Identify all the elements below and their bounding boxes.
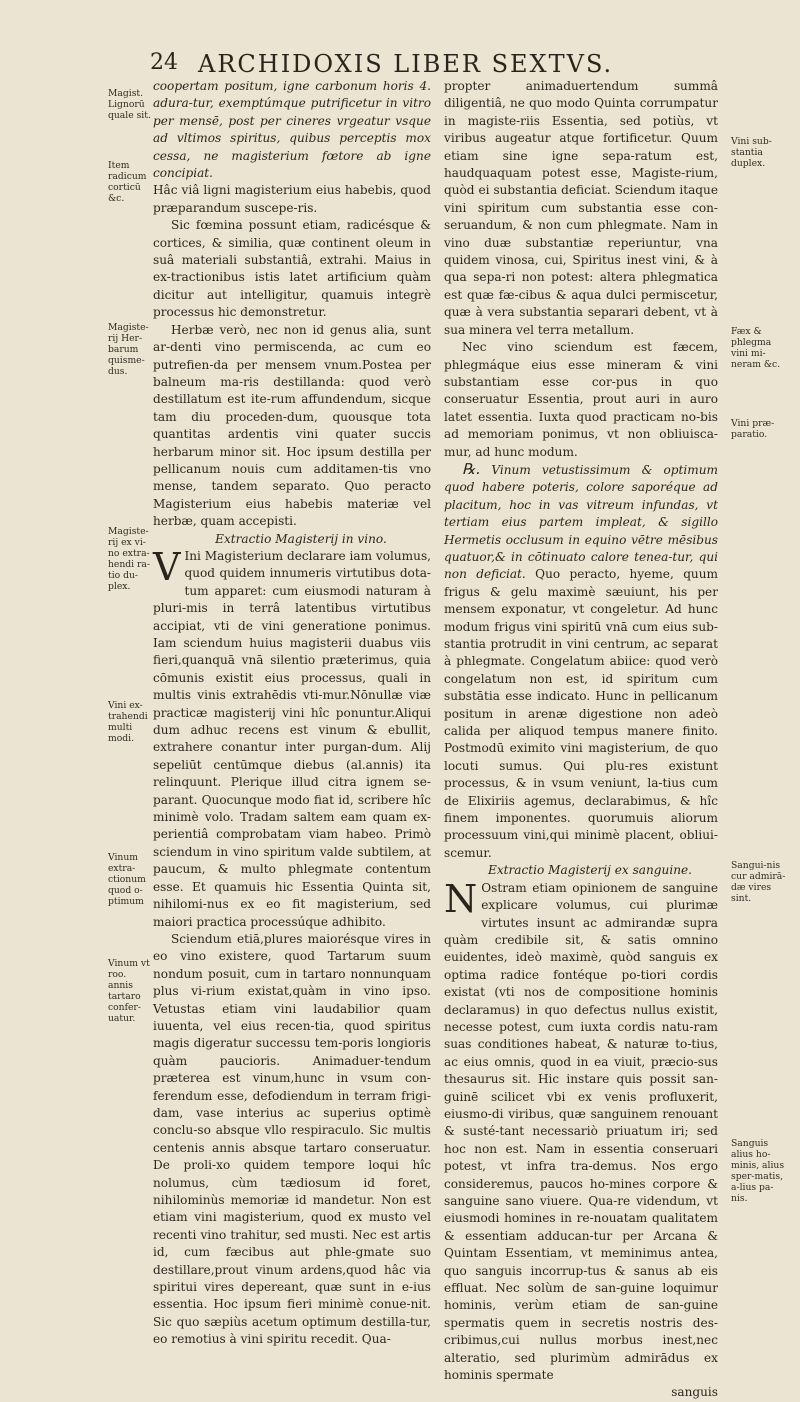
margin-note-left-3: Magiste-rij Her-barum quisme-dus. xyxy=(108,322,149,377)
left-paragraph-4-text: Ini Magisterium declarare iam volumus, quod quidem innumeris virtutibus dota-tum apparet: cum eiusmodi naturam à pluri-mis in terrâ latentibus virtutibus accipiat, vti de vini generatione ponimus. Iam sciendum huius magisterii duabus viis fieri,quanquā vnā silentio præterimus, quia cōmunis existit eius processus, quali in multis vinis extrahēdis vti-mur.Nōnullæ viæ practicæ magisterij vini hîc ponuntur.Aliqui dum adhuc recens est vinum & ebullit, extrahere conantur inter purgan-dum. Alij sepeliūt centūmque diebus (al.annis) ita relinquunt. Plerique illud citra ignem se-parant. Quocunque modo fiat id, scribere hîc minimè volo. Tradam saltem eam quam ex-perientiâ comprobatam viam habeo. Primò sciendum in vino spiritum valde subtilem, at paucum, & multo phlegmate contentum esse. Et quamuis hic Essentia Quinta sit, nihilomi-nus ex eo fit magisterium, sed maiori practica processúque adhibito. xyxy=(153,548,431,929)
page-number: 24 xyxy=(150,50,178,75)
margin-note-right-5: Sanguis alius ho-minis, alius sper-matis, a-lius pa-nis. xyxy=(731,1138,785,1204)
left-column xyxy=(153,78,431,1349)
recipe-italic-text: Vinum vetustissimum & optimum quod habere poteris, colore saporéque ad placitum, hoc in vas vitreum infundas, vt tertiam eius partem impleat, & sigillo Hermetis occlusum in equino vētre mēsibus quatuor,& in cōtinuato calore tenea-tur, qui non deficiat. xyxy=(444,462,718,582)
running-title: ARCHIDOXIS LIBER SEXTVS. xyxy=(198,50,614,78)
right-paragraph-4 xyxy=(444,876,718,1385)
left-paragraph-2: Sic fœmina possunt etiam, radicésque & cortices, & similia, quæ continent oleum in suâ materiali substantiâ, extrahi. Maius in ex-tractionibus istis latet artificium quàm dicitur aut intelligitur, quamuis integrè processus hic demonstretur. xyxy=(153,218,431,320)
recipe-rest-text: Quo peracto, hyeme, quum frigus & gelu maximè sæuiunt, his per mensem exponatur, vt congeletur. Ad hunc modum frigus vini spiritū vnā cum eius sub-stantia protrudit in vini centrum, ac separat à phlegmate. Congelatum abiice: quod verò congelatum non est, id spiritum cum substātia esse indicato. Hunc in pellicanum positum in arenæ digestione non adeò calida per aliquod tempus manere finito. Postmodū eximito vini magisterium, de quo locuti sumus. Qui plu-res existunt processus, & in vsum veniunt, la-tius cum de Elixiriis agemus, declarabimus, & hîc finem imponentes. quorumuis aliorum processuum vini,qui minimè placent, obliui-scemur. xyxy=(444,567,718,860)
margin-note-right-4: Sangui-nis cur admirā-dæ vires sint. xyxy=(731,860,786,904)
margin-note-left-7: Vinum vt roo. annis tartaro confer-uatur. xyxy=(108,958,150,1024)
left-paragraph-3: Herbæ verò, nec non id genus alia, sunt ar-denti vino permiscenda, ac cum eo putrefien-da per mensem vnum.Postea per balneum ma-ris destillanda: quod verò destillatum est ite-rum affundendum, sicque tam diu proceden-dum, quousque tota quantitas ardentis vini quater succis herbarum minor sit. Hoc ipsum destilla per pellicanum nouis cum additamen-tis vno mense, tandem separato. Quo peracto Magisterium eius habebis materiæ vel herbæ, quam accepisti. xyxy=(153,322,431,529)
left-paragraph-1b: Hâc viâ ligni magisterium eius habebis, quod præparandum suscepe-ris. xyxy=(153,183,431,215)
left-subheading: Extractio Magisterij in vino. xyxy=(215,531,387,546)
margin-note-right-3: Vini præ-paratio. xyxy=(731,418,775,440)
margin-note-left-6: Vinum extra-ctionum quod o-ptimum xyxy=(108,852,146,907)
right-paragraph-3 xyxy=(444,461,718,862)
catchword: sanguis xyxy=(671,1385,718,1400)
right-paragraph-2: Nec vino sciendum est fæcem, phlegmáque eius esse mineram & vini substantiam esse cor-pus in quo conseruatur Essentia, prout auri in auro latet essentia. Iuxta quod practicam no-bis ad memoriam ponimus, vt non obliuisca-mur, ad hunc modum. xyxy=(444,340,718,459)
right-column xyxy=(444,78,718,1402)
margin-note-left-5: Vini ex-trahendi multi modi. xyxy=(108,700,148,744)
margin-note-right-1: Vini sub-stantia duplex. xyxy=(731,136,772,169)
right-subheading: Extractio Magisterij ex sanguine. xyxy=(487,863,692,878)
margin-note-left-4: Magiste-rij ex vi-no extra-hendi ra-tio du-plex. xyxy=(108,526,150,592)
margin-note-left-1: Magist. Lignorū quale sit. xyxy=(108,88,151,121)
recipe-mark: ℞. xyxy=(462,459,481,478)
left-paragraph-5: Sciendum etiā,plures maiorésque vires in eo vino existere, quod Tartarum suum nondum posuit, cum in tartaro nonnunquam plus vi-rium existat,quàm in vino ipso. Vetustas etiam vini laudabilior quam iuuenta, vel eius recen-tia, quod spiritus magis digeratur successu tem-poris longioris quàm paucioris. Animaduer-tendum præterea est vinum,hunc in vsum con-ferendum esse, defodiendum in terram frigi-dam, vase interius ac superius optimè conclu-so absque vllo respiraculo. Sic multis centenis annis absque tartaro conseruatur. De proli-xo quidem tempore loqui hîc nolumus, cùm tædiosum id foret, nihilominùs memoriæ id mandetur. Non est etiam vini magisterium, quod ex musto vel recenti vino trahitur, sed musti. Nec est artis id, cum fæcibus aut phle-gmate suo destillare,prout vinum ardens,quod hâc via spiritui vires depereant, quæ sunt in e-ius essentia. Hoc ipsum fieri minimè conue-nit. Sic quo sæpiùs acetum optimum destilla-tur, eo remotius à vini spiritu recedit. Qua- xyxy=(153,931,431,1347)
left-paragraph-1: coopertam positum, igne carbonum horis 4. adura-tur, exemptúmque putrificetur in vitro per mensē, post per cineres vrgeatur vsque ad vltimos spiritus, quibus perceptis mox cessa, ne magisterium fœtore ab igne concipiat. xyxy=(153,79,431,181)
margin-note-left-2: Item radicum corticū &c. xyxy=(108,160,147,204)
drop-cap-v: V xyxy=(153,544,181,589)
right-paragraph-1: propter animaduertendum summâ diligentiâ, ne quo modo Quinta corrumpatur in magiste-riis Essentia, sed potiùs, vt viribus augeatur atque fortificetur. Quum etiam sine igne sepa-ratum est, haudquaquam potest esse, Magiste-rium, quòd ei substantia deficiat. Sciendum itaque vini spiritum cum substantia esse con-seruandum, & non cum phlegmate. Nam in vino duæ substantiæ reperiuntur, vna quidem vinosa, cui, Spiritus inest vini, & à qua sepa-ri non potest: altera phlegmatica est quæ fæ-cibus & aqua dulci permiscetur, quæ à vera substantia separari debent, vt à sua minera vel terra metallum. xyxy=(444,79,718,337)
right-paragraph-4-text: Ostram etiam opinionem de sanguine explicare volumus, cui plurimæ virtutes insunt ac admirandæ supra quàm credibile sit, & satis omnino euidentes, ideò maximè, quòd sanguis ex optima radice fontéque po-tiori cordis existat (vti nos de compositione hominis declaramus) in quo defectus nullus existit, necesse potest, cum iuxta cordis natu-ram suas conditiones habeat, & naturæ to-tius, ac eius omnis, quod in ea viuit, præcio-sus thesaurus sit. Hic instare quis possit san-guinē scilicet vbi ex venis profluxerit, eiusmo-di viribus, quæ sanguinem renouant & susté-tant necessariò priuatum iri; sed hoc non est. Nam in essentia conseruari potest, vt infra tra-demus. Nos ergo consideremus, paucos ho-mines corpore & sanguine sano viuere. Qua-re videndum, vt eiusmodi homines in re-nouatam qualitatem & essentiam adducan-tur per Arcana & Quintam Essentiam, vt meminimus antea, quo sanguis incorrup-tus & sanus ab eis effluat. Nec solùm de san-guine loquimur hominis, verùm etiam de san-guine spermatis quem in secretis nostris des-cribimus,cui nullus morbus inest,nec alteratio, sed plurimùm admirādus ex hominis spermate xyxy=(444,880,718,1383)
left-paragraph-4 xyxy=(153,544,431,931)
drop-cap-n: N xyxy=(444,876,478,921)
margin-note-right-2: Fæx & phlegma vini mi-neram &c. xyxy=(731,326,781,370)
